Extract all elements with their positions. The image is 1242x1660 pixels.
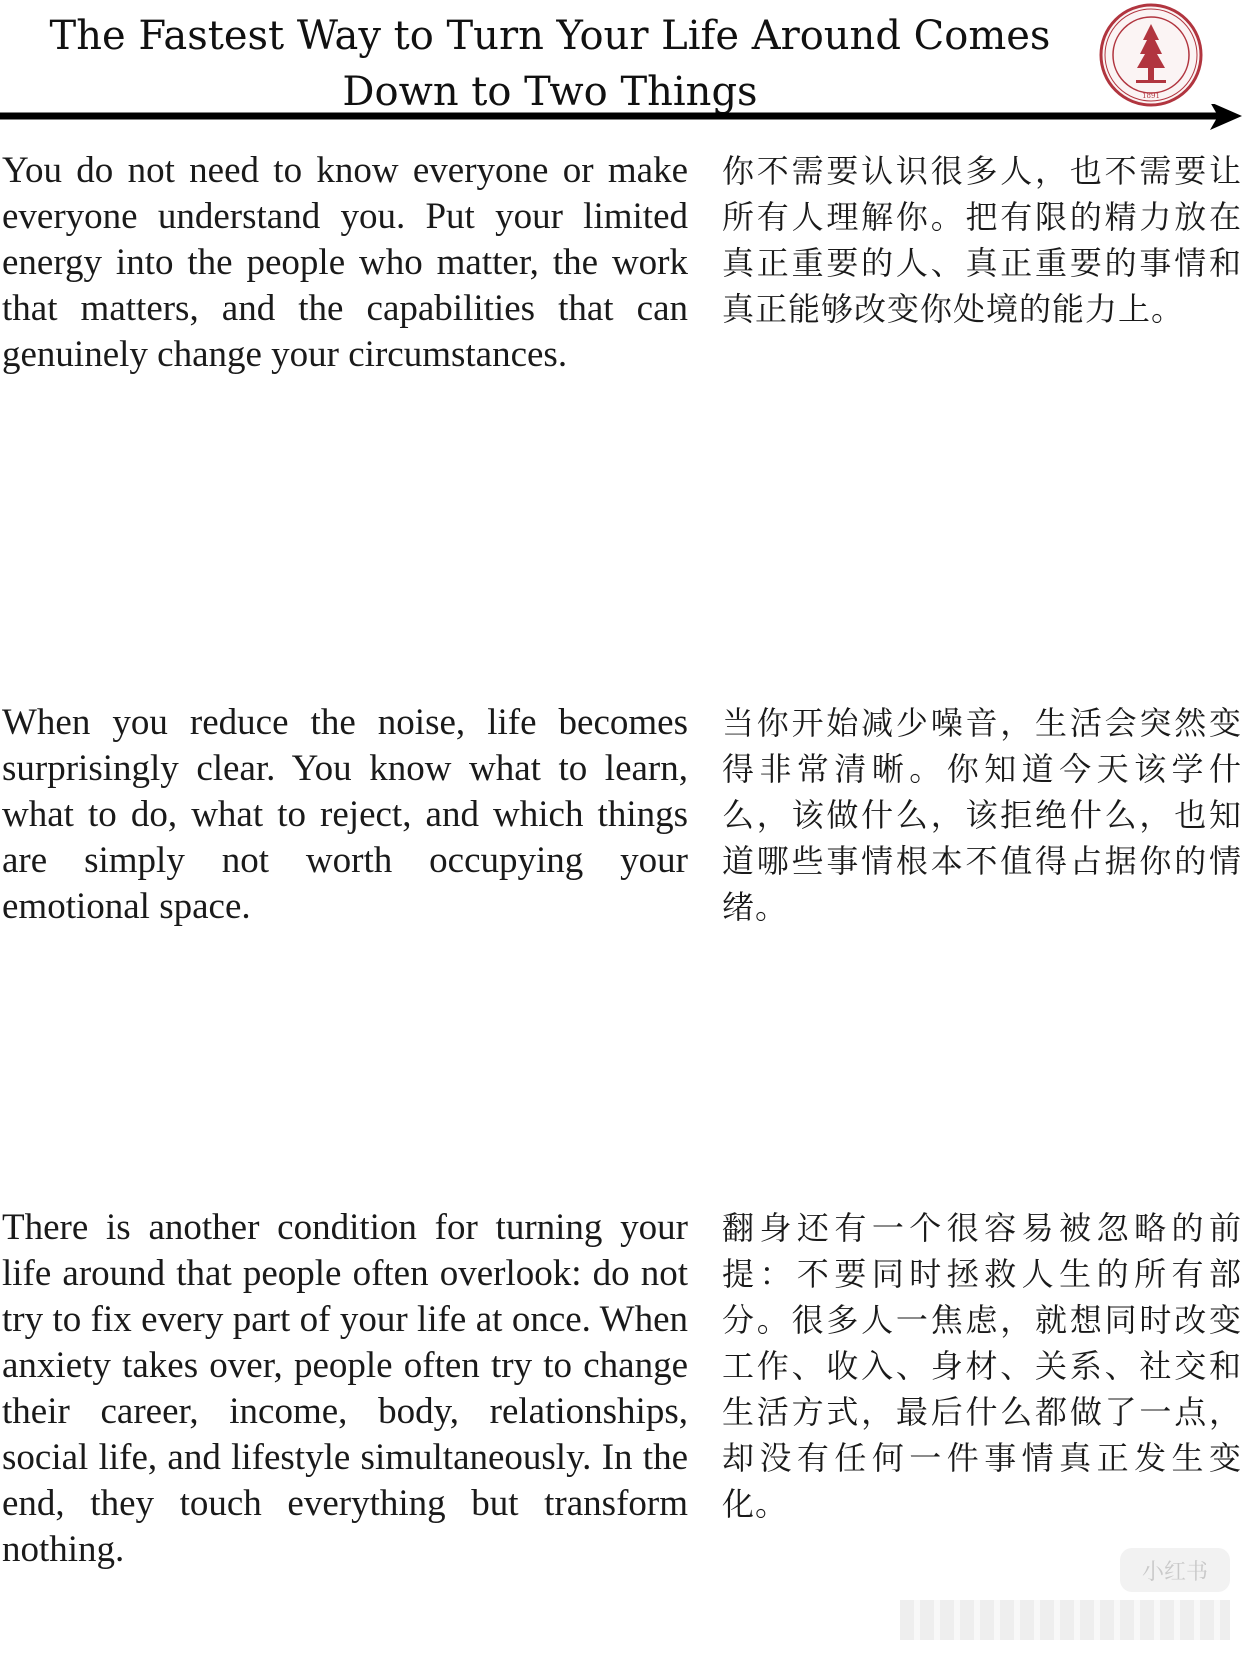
paragraph-zh-1: 你不需要认识很多人，也不需要让所有人理解你。把有限的精力放在真正重要的人、真正重要的事情和真正能够改变你处境的能力上。 [722,152,1242,328]
paragraph-en-2: When you reduce the noise, life becomes surprisingly clear. You know what to learn, what to do, what to reject, and which things are simply not worth occupying your emotional space. [2,702,688,927]
page-title: The Fastest Way to Turn Your Life Around Comes Down to Two Things [49,13,1051,115]
paragraph-en-1: You do not need to know everyone or make everyone understand you. Put your limited energy into the people who matter, the work that matters, and the capabilities that can genuinely change your circumstances. [2,150,688,375]
paragraph-zh-2: 当你开始减少噪音，生活会突然变得非常清晰。你知道今天该学什么，该做什么，该拒绝什么，也知道哪些事情根本不值得占据你的情绪。 [722,704,1242,926]
divider-arrow [0,104,1242,140]
university-seal-icon [1096,0,1206,110]
paragraph-en-3: There is another condition for turning your life around that people often overlook: do not try to fix every part of your life at once. When anxiety takes over, people often try to change their career, income, body, relationships, social life, and lifestyle simultaneously. In the end, they touch everything but transform nothing. [2,1207,688,1570]
blurred-text [900,1600,1230,1640]
watermark-logo: 小红书 [1120,1548,1230,1592]
paragraph-zh-3: 翻身还有一个很容易被忽略的前提：不要同时拯救人生的所有部分。很多人一焦虑，就想同时改变工作、收入、身材、关系、社交和生活方式，最后什么都做了一点，却没有任何一件事情真正发生变化。 [722,1209,1242,1523]
seal-year: 1891 [1142,92,1160,100]
